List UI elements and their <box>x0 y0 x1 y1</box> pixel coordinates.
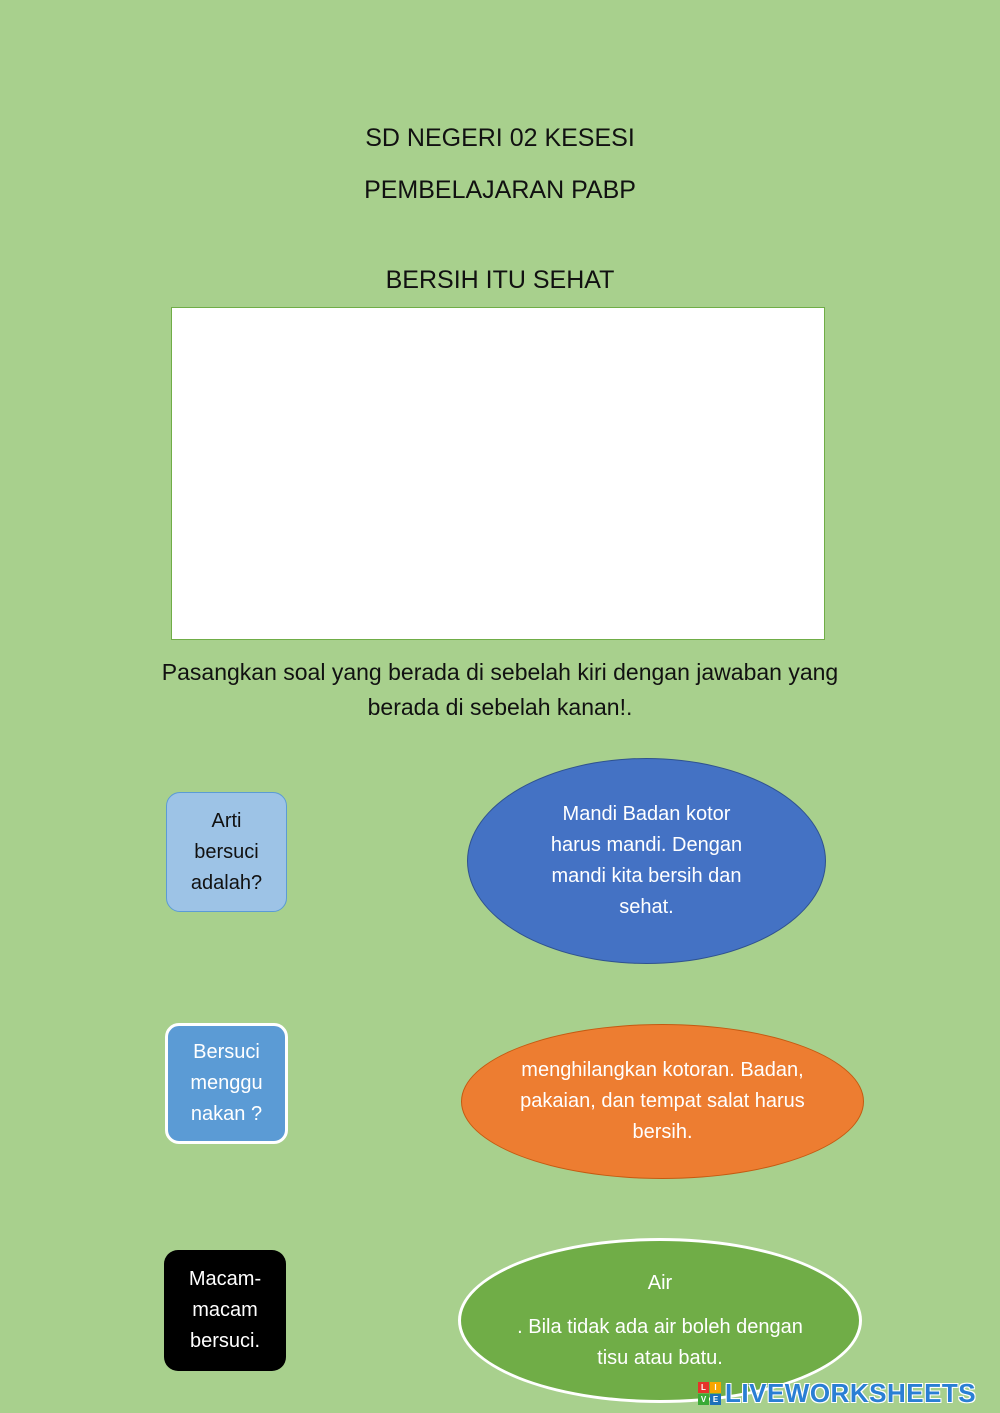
question-3-line-2: macam <box>192 1299 258 1321</box>
liveworksheets-logo <box>698 1378 976 1408</box>
question-1-line-3: adalah? <box>190 871 263 894</box>
image-placeholder <box>171 307 825 640</box>
question-1-line-1: Arti <box>211 809 242 832</box>
question-card-1[interactable] <box>166 792 287 912</box>
question-2-line-3: nakan ? <box>190 1103 263 1125</box>
instruction-line-2: berada di sebelah kanan!. <box>367 694 633 720</box>
answer-3-title: Air <box>647 1271 673 1294</box>
answer-ellipse-1[interactable] <box>467 758 826 964</box>
school-name: SD NEGERI 02 KESESI <box>365 124 635 152</box>
instruction-line-1: Pasangkan soal yang berada di sebelah kiri dengan jawaban yang <box>161 659 839 685</box>
topic-title: BERSIH ITU SEHAT <box>385 266 615 294</box>
liveworksheets-logo-text: LIVEWORKSHEETS <box>725 1377 977 1408</box>
instruction-text <box>120 655 880 725</box>
answer-1-text: Mandi Badan kotor harus mandi. Dengan mandi kita bersih dan sehat. <box>550 803 743 918</box>
answer-ellipse-2[interactable] <box>461 1024 864 1179</box>
subject-title: PEMBELAJARAN PABP <box>364 176 636 204</box>
question-3-line-3: bersuci. <box>189 1330 260 1352</box>
answer-3-text: . Bila tidak ada air boleh dengan tisu atau batu. <box>517 1315 803 1369</box>
question-card-3[interactable] <box>164 1250 286 1371</box>
answer-2-text: menghilangkan kotoran. Badan, pakaian, dan tempat salat harus bersih. <box>520 1059 805 1143</box>
liveworksheets-logo-icon: L I V E <box>698 1382 721 1405</box>
question-3-line-1: Macam- <box>188 1268 262 1290</box>
question-2-line-2: menggu <box>190 1072 263 1094</box>
question-1-line-2: bersuci <box>194 840 259 863</box>
question-2-line-1: Bersuci <box>193 1041 260 1063</box>
question-card-2[interactable] <box>165 1023 288 1144</box>
